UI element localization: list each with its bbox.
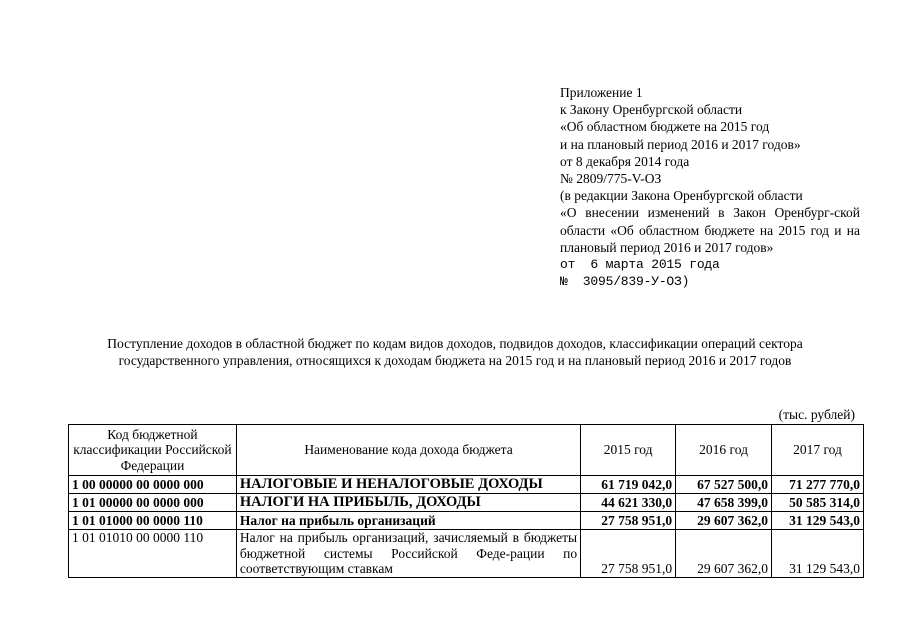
row-value-2017: 31 129 543,0 — [772, 530, 864, 578]
table-row — [69, 530, 864, 578]
appendix-line: Приложение 1 — [560, 85, 643, 100]
table-row — [69, 512, 864, 530]
appendix-line: (в редакции Закона Оренбургской области — [560, 188, 803, 204]
header-code: Код бюджетной классификации Российской Федерации — [69, 425, 237, 476]
appendix-amendment-number: № 3095/839-У-ОЗ) — [560, 274, 690, 290]
row-value-2017: 31 129 543,0 — [772, 512, 864, 530]
appendix-line: № 2809/775-V-ОЗ — [560, 171, 662, 187]
row-code: 1 01 00000 00 0000 000 — [69, 494, 237, 512]
appendix-line: «Об областном бюджете на 2015 год — [560, 119, 770, 135]
row-value-2015: 27 758 951,0 — [581, 530, 676, 578]
appendix-amendment-text: «О внесении изменений в Закон Оренбург-ской области «Об областном бюджете на 2015 год и на плановый период 2016 и 2017 годов» — [560, 205, 860, 255]
row-value-2016: 29 607 362,0 — [676, 512, 772, 530]
table-row — [69, 494, 864, 512]
header-2017: 2017 год — [772, 425, 864, 476]
row-value-2016: 67 527 500,0 — [676, 476, 772, 494]
row-value-2015: 44 621 330,0 — [581, 494, 676, 512]
row-code: 1 00 00000 00 0000 000 — [69, 476, 237, 494]
appendix-header — [560, 84, 860, 290]
row-value-2017: 50 585 314,0 — [772, 494, 864, 512]
document-title: Поступление доходов в областной бюджет по кодам видов доходов, подвидов доходов, классификации операций сектора государственного управления, относящихся к доходам бюджета на 2015 год и на плановый период 2016 и 2017 годов — [107, 336, 803, 368]
row-name: НАЛОГОВЫЕ И НЕНАЛОГОВЫЕ ДОХОДЫ — [236, 476, 580, 494]
revenue-table — [68, 424, 864, 578]
row-name: Налог на прибыль организаций, зачисляемый в бюджеты бюджетной системы Российской Феде-рации по соответствующим ставкам — [236, 530, 580, 578]
header-2015: 2015 год — [581, 425, 676, 476]
row-name: Налог на прибыль организаций — [236, 512, 580, 530]
units-label: (тыс. рублей) — [778, 407, 855, 422]
appendix-amendment-date: от 6 марта 2015 года — [560, 257, 720, 273]
appendix-line: к Закону Оренбургской области — [560, 102, 743, 118]
appendix-line: от 8 декабря 2014 года — [560, 153, 690, 169]
row-name: НАЛОГИ НА ПРИБЫЛЬ, ДОХОДЫ — [236, 494, 580, 512]
row-value-2016: 29 607 362,0 — [676, 530, 772, 578]
row-value-2017: 71 277 770,0 — [772, 476, 864, 494]
row-code: 1 01 01010 00 0000 110 — [69, 530, 237, 578]
table-row — [69, 476, 864, 494]
table-header-row — [69, 425, 864, 476]
header-2016: 2016 год — [676, 425, 772, 476]
row-code: 1 01 01000 00 0000 110 — [69, 512, 237, 530]
header-name: Наименование кода дохода бюджета — [236, 425, 580, 476]
appendix-line: и на плановый период 2016 и 2017 годов» — [560, 136, 801, 152]
row-value-2016: 47 658 399,0 — [676, 494, 772, 512]
row-value-2015: 27 758 951,0 — [581, 512, 676, 530]
row-value-2015: 61 719 042,0 — [581, 476, 676, 494]
